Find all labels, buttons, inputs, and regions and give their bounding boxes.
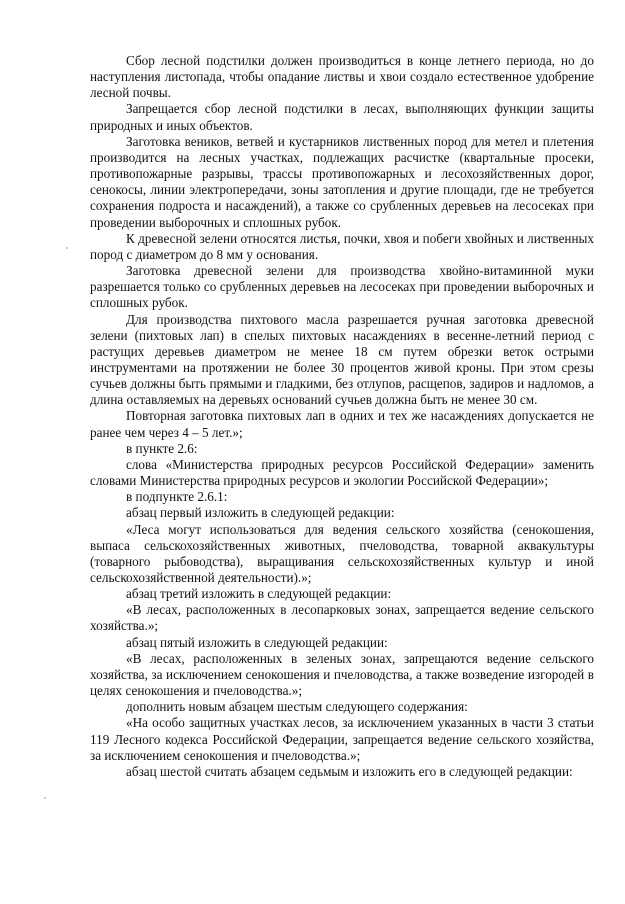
paragraph-protected-areas: «На особо защитных участках лесов, за исключением указанных в части 3 статьи 119 Лесного кодекса Российской Федерации, запрещается ведение сельского хозяйства, за исключением сенокошения и пчеловодства.»; — [90, 715, 594, 763]
paragraph-point-2-6: в пункте 2.6: — [126, 440, 198, 456]
paragraph-green-zones: «В лесах, расположенных в зеленых зонах, запрещаются ведение сельского хозяйства, за исключением сенокошения и пчеловодства, а также возведение изгородей в целях сенокошения и пчеловодства.»; — [90, 650, 594, 699]
scan-speck — [66, 247, 68, 249]
paragraph-fifth-abzac-intro: абзац пятый изложить в следующей редакции: — [126, 634, 388, 650]
paragraph-agriculture-use: «Леса могут использоваться для ведения сельского хозяйства (сенокошения, выпаса сельскохозяйственных животных, пчеловодства, товарной аквакультуры (товарного рыбоводства), выращивания сельскохозяйственных культур и иной сельскохозяйственной деятельности).»; — [90, 521, 594, 585]
paragraph-fir-oil: Для производства пихтового масла разрешается ручная заготовка древесной зелени (пихтовых лап) в спелых пихтовых насаждениях в весенне-летний период с растущих деревьев диаметром не менее 18 см путем обрезки веток острыми инструментами на протяжении не более 30 процентов живой кроны. При этом срезы сучьев должны быть прямыми и гладкими, без отлупов, расщепов, задиров и надломов, а длина оставляемых на деревьях оснований сучьев должна быть не менее 30 см. — [90, 311, 594, 408]
paragraph-new-sixth-intro: дополнить новым абзацем шестым следующего содержания: — [126, 699, 468, 715]
document-body — [90, 53, 594, 780]
paragraph-litter-ban: Запрещается сбор лесной подстилки в лесах, выполняющих функции защиты природных и иных объектов. — [90, 101, 594, 133]
paragraph-sixth-to-seventh: абзац шестой считать абзацем седьмым и изложить его в следующей редакции: — [126, 763, 573, 779]
scan-speck — [44, 797, 46, 799]
paragraph-greenery-definition: К древесной зелени относятся листья, почки, хвоя и побеги хвойных и лиственных пород с диаметром до 8 мм у основания. — [90, 230, 594, 262]
paragraph-forest-park-zones: «В лесах, расположенных в лесопарковых зонах, запрещается ведение сельского хозяйства.»; — [90, 602, 594, 634]
paragraph-first-abzac-intro: абзац первый изложить в следующей редакции: — [126, 505, 395, 521]
paragraph-subpoint-2-6-1: в подпункте 2.6.1: — [126, 489, 228, 505]
paragraph-ministry-rename: слова «Министерства природных ресурсов Российской Федерации» заменить словами Министерства природных ресурсов и экологии Российской Федерации»; — [90, 456, 594, 489]
paragraph-brooms: Заготовка веников, ветвей и кустарников лиственных пород для метел и плетения производится на лесных участках, подлежащих расчистке (квартальные просеки, противопожарные разрывы, трассы противопожарных и лесохозяйственных дорог, сенокосы, линии электропередачи, зоны затопления и другие площади, где не требуется сохранения подроста и насаждений), а также со срубленных деревьев на лесосеках при проведении выборочных и сплошных рубок. — [90, 133, 594, 230]
paragraph-litter-timing: Сбор лесной подстилки должен производиться в конце летнего периода, но до наступления листопада, чтобы опадание листвы и хвои создало естественное удобрение лесной почвы. — [90, 53, 594, 101]
paragraph-third-abzac-intro: абзац третий изложить в следующей редакции: — [126, 586, 392, 602]
paragraph-vitamin-flour: Заготовка древесной зелени для производства хвойно-витаминной муки разрешается только со срубленных деревьев на лесосеках при проведении выборочных и сплошных рубок. — [90, 263, 594, 311]
paragraph-repeat-harvest: Повторная заготовка пихтовых лап в одних и тех же насаждениях допускается не ранее чем через 4 – 5 лет.»; — [90, 408, 594, 440]
